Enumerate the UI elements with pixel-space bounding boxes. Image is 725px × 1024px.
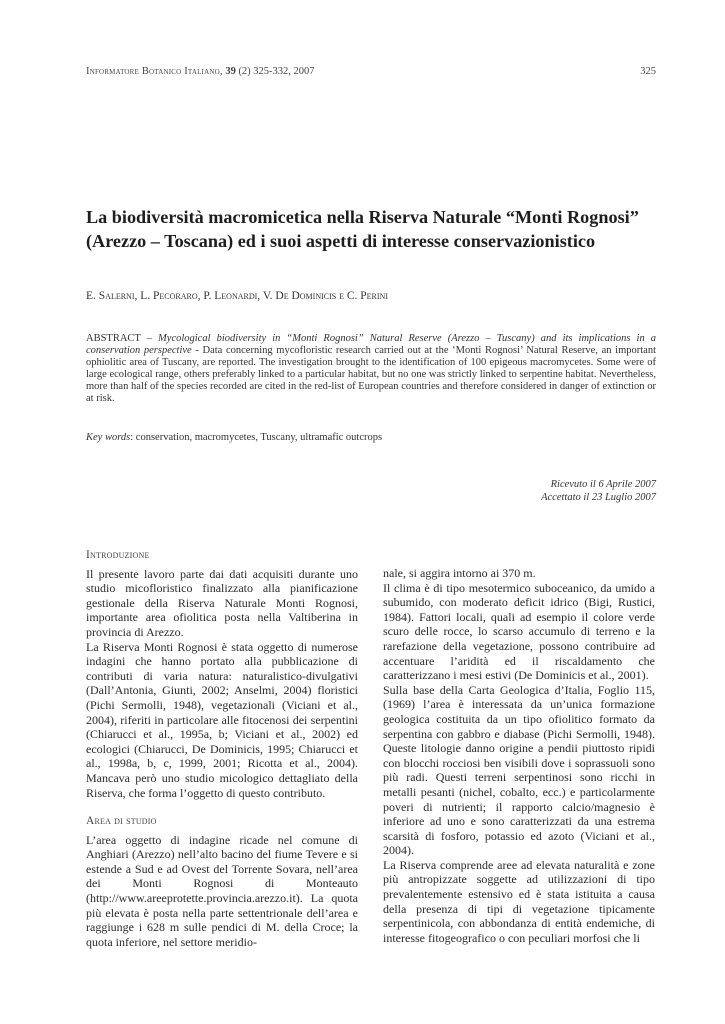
- paragraph: nale, si aggira intorno ai 370 m.: [383, 566, 536, 580]
- author-list: E. Salerni, L. Pecoraro, P. Leonardi, V. De Dominicis e C. Perini: [86, 290, 388, 302]
- keywords-label: Key words: [86, 432, 131, 443]
- paragraph: Sulla base della Carta Geologica d’Italia, Foglio 115, (1969) l’area è interessata da un’unica formazione geologica costituita da un tipo ofiolitico formato da serpentina con gabbro e diabase (Pichi Sermolli, 1948). Queste litologie danno origine a pendii piuttosto ripidi con blocchi rocciosi ben visibili dove i soprassuoli sono più radi. Questi terreni serpentinosi sono ricchi in metalli pesanti (nichel, cobalto, ecc.) e particolarmente poveri di nutrienti; il rapporto calcio/magnesio è inferiore ad uno e sono caratterizzati da una estrema scarsità di fosforo, potassio ed azoto (Viciani et al., 2004).: [383, 682, 655, 858]
- paragraph: La Riserva comprende aree ad elevata naturalità e zone più antropizzate soggette ad utilizzazioni di tipo prevalentemente estensivo ed è stata istituita a causa della presenza di tipi di vegetazione tipicamente serpentinicola, con abbondanza di entità endemiche, di interesse fitogeografico o con peculiari morfosi che li: [383, 857, 655, 945]
- submission-dates: [541, 478, 656, 504]
- journal-issue-pages: (2) 325-332, 2007: [238, 66, 315, 77]
- journal-name: Informatore Botanico Italiano,: [86, 66, 223, 77]
- running-head: [86, 66, 656, 77]
- section-spacer: [86, 800, 358, 814]
- paragraph: Il presente lavoro parte dai dati acquisiti durante uno studio micofloristico finalizzato alla pianificazione gestionale della Riserva Naturale Monti Rognosi, importante area ofiolitica posta nella Valtiberina in provincia di Arezzo.: [86, 566, 358, 639]
- abstract-label: ABSTRACT –: [86, 333, 152, 344]
- section-heading-introduzione: Introduzione: [86, 549, 150, 561]
- abstract-english-title: Mycological biodiversity in “Monti Rognosi” Natural Reserve (Arezzo – Tuscany) and its implications in a conservation perspective: [86, 333, 657, 357]
- abstract: [86, 333, 656, 406]
- right-column: [383, 566, 655, 945]
- keywords-text: : conservation, macromycetes, Tuscany, ultramafic outcrops: [130, 432, 383, 443]
- keywords: [86, 432, 656, 443]
- paragraph: L’area oggetto di indagine ricade nel comune di Anghiari (Arezzo) nell’alto bacino del fiume Tevere e si estende a Sud e ad Ovest del Torrente Sovara, nell’area dei Monti Rognosi di Monteauto (http://www.areeprotette.provincia.arezzo.it). La quota più elevata è posta nella parte settentrionale dell’area e raggiunge i 628 m sulle pendici di M. della Croce; la quota inferiore, nel settore meridio-: [86, 832, 358, 949]
- section-heading-area-di-studio: Area di studio: [86, 815, 157, 828]
- article-title: La biodiversità macromicetica nella Riserva Naturale “Monti Rognosi” (Arezzo – Toscana) ed i suoi aspetti di interesse conservazionistico: [86, 207, 639, 251]
- journal-volume: 39: [225, 66, 236, 77]
- received-date: Ricevuto il 6 Aprile 2007: [550, 479, 656, 490]
- page-number: 325: [640, 66, 656, 77]
- paragraph: La Riserva Monti Rognosi è stata oggetto di numerose indagini che hanno portato alla pubblicazione di contributi di varia natura: naturalistico-divulgativi (Dall’Antonia, Giunti, 2002; Anselmi, 2004) floristici (Pichi Sermolli, 1948), vegetazionali (Viciani et al., 2004), riferiti in particolare alle fitocenosi dei serpentini (Chiarucci et al., 1995a, b; Viciani et al., 2002) ed ecologici (Chiarucci, De Dominicis, 1995; Chiarucci et al., 1998a, b, c, 1999, 2001; Ricotta et al., 2004). Mancava però uno studio micologico dettagliato della Riserva, che forma l’oggetto di questo contributo.: [86, 639, 358, 800]
- left-column: [86, 548, 358, 949]
- abstract-body: - Data concerning mycofloristic research carried out at the ‘Monti Rognosi’ Natural Reserve, an important ophiolitic area of Tuscany, are reported. The investigation brought to the identification of 100 epigeous macromycetes. Some were of large ecological range, others preferably linked to a particular habitat, but no one was strictly linked to serpentine habitat. Nevertheless, more than half of the species recorded are cited in the red-list of European countries and therefore considered in danger of extinction or at risk.: [86, 345, 656, 405]
- paragraph: Il clima è di tipo mesotermico suboceanico, da umido a subumido, con moderato deficit idrico (Bigi, Rustici, 1984). Fattori locali, quali ad esempio il colore verde scuro delle rocce, lo scarso accumulo di terreno e la rarefazione della vegetazione, possono contribuire ad accentuare l’aridità ed il riscaldamento che caratterizzano i mesi estivi (De Dominicis et al., 2001).: [383, 580, 655, 683]
- accepted-date: Accettato il 23 Luglio 2007: [541, 492, 656, 503]
